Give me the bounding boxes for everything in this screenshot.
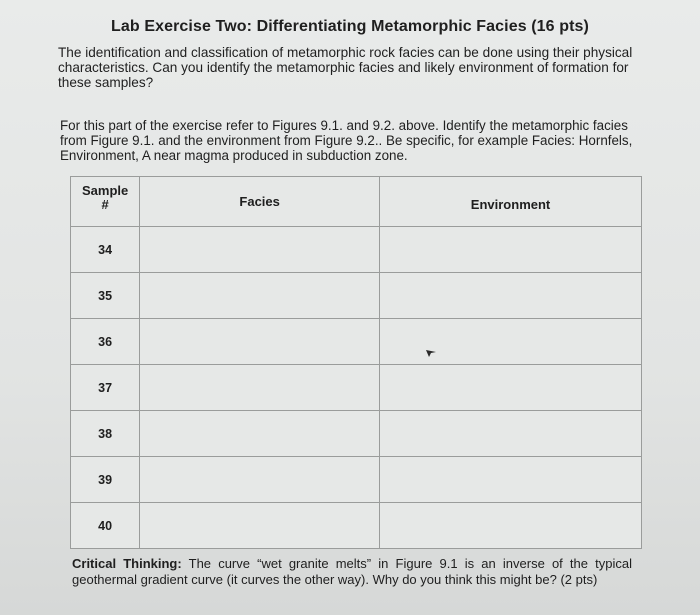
table-row: [71, 273, 642, 319]
sample-header-hash: #: [101, 197, 109, 212]
table-row: [71, 411, 642, 457]
environment-answer-cell[interactable]: [380, 273, 642, 319]
facies-answer-cell[interactable]: [140, 227, 380, 273]
environment-answer-cell[interactable]: [380, 411, 642, 457]
facies-answer-cell[interactable]: [140, 457, 380, 503]
sample-number-cell: 34: [71, 227, 140, 273]
table-row: [71, 227, 642, 273]
sample-number-cell: 35: [71, 273, 140, 319]
critical-thinking-label: Critical Thinking:: [72, 556, 182, 571]
environment-answer-cell[interactable]: [380, 227, 642, 273]
facies-answer-cell[interactable]: [140, 273, 380, 319]
sample-number-cell: 38: [71, 411, 140, 457]
table-row: [71, 365, 642, 411]
environment-answer-cell[interactable]: [380, 319, 642, 365]
environment-column-header: Environment: [380, 177, 642, 227]
facies-column-header: Facies: [140, 177, 380, 227]
instructions-paragraph: For this part of the exercise refer to Figures 9.1. and 9.2. above. Identify the metamorphic facies from Figure 9.1. and the environment from Figure 9.2.. Be specific, for example Facies: Hornfels, Environment, A near magma produced in subduction zone.: [60, 118, 633, 163]
critical-thinking-text: The curve “wet granite melts” in Figure 9.1 is an inverse of the typical geothermal gradient curve (it curves the other way). Why do you think this might be? (2 pts): [72, 556, 632, 587]
sample-number-cell: 37: [71, 365, 140, 411]
facies-answer-cell[interactable]: [140, 365, 380, 411]
sample-number-cell: 36: [71, 319, 140, 365]
sample-column-header: [71, 177, 140, 227]
intro-paragraph: The identification and classification of metamorphic rock facies can be done using their physical characteristics. Can you identify the metamorphic facies and likely environment of formation for these samples?: [58, 45, 633, 90]
facies-table: [70, 176, 642, 549]
sample-header-label: Sample: [81, 183, 129, 198]
mouse-pointer-icon: [425, 346, 437, 358]
table-row: [71, 503, 642, 549]
table-header-row: [71, 177, 642, 227]
facies-answer-cell[interactable]: [140, 319, 380, 365]
sample-number-cell: 39: [71, 457, 140, 503]
critical-thinking-question: [72, 556, 632, 588]
facies-answer-cell[interactable]: [140, 503, 380, 549]
environment-answer-cell[interactable]: [380, 503, 642, 549]
facies-answer-cell[interactable]: [140, 411, 380, 457]
environment-answer-cell[interactable]: [380, 457, 642, 503]
environment-answer-cell[interactable]: [380, 365, 642, 411]
table-row: [71, 457, 642, 503]
table-row: [71, 319, 642, 365]
sample-number-cell: 40: [71, 503, 140, 549]
page-title: Lab Exercise Two: Differentiating Metamorphic Facies (16 pts): [111, 18, 589, 35]
